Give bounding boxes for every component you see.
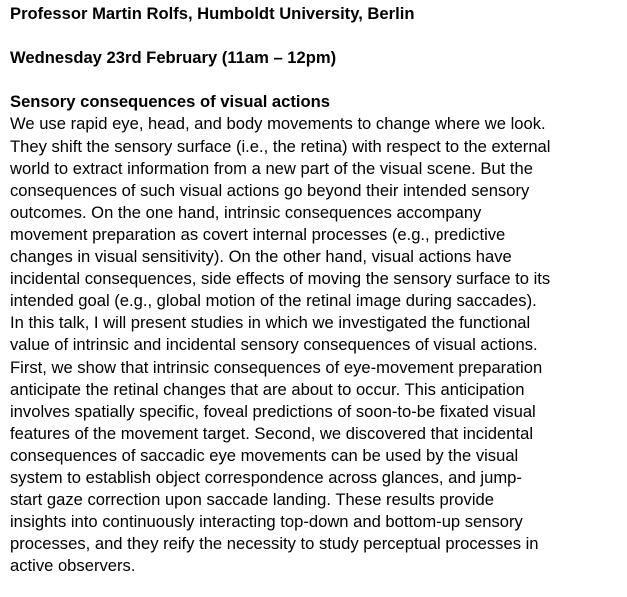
abstract-paragraph xyxy=(10,113,622,577)
spacer xyxy=(10,69,622,91)
speaker-heading: Professor Martin Rolfs, Humboldt University, Berlin xyxy=(10,4,415,23)
abstract-line: intended goal (e.g., global motion of the retinal image during saccades). xyxy=(10,291,537,311)
seminar-announcement xyxy=(10,3,622,577)
abstract-line: changes in visual sensitivity). On the other hand, visual actions have xyxy=(10,247,512,267)
abstract-line: processes, and they reify the necessity to study perceptual processes in xyxy=(10,534,539,554)
abstract-line: outcomes. On the one hand, intrinsic consequences accompany xyxy=(10,202,482,222)
abstract-line: start gaze correction upon saccade landing. These results provide xyxy=(10,490,494,510)
abstract-line: First, we show that intrinsic consequences of eye-movement preparation xyxy=(10,357,543,377)
abstract-line: In this talk, I will present studies in which we investigated the functional xyxy=(10,313,531,333)
abstract-line: active observers. xyxy=(10,556,136,576)
abstract-line: We use rapid eye, head, and body movements to change where we look. xyxy=(10,114,546,134)
talk-title: Sensory consequences of visual actions xyxy=(10,92,331,112)
abstract-line: insights into continuously interacting top-down and bottom-up sensory xyxy=(10,512,523,532)
abstract-line: incidental consequences, side effects of moving the sensory surface to its xyxy=(10,269,551,289)
abstract-line: consequences of such visual actions go beyond their intended sensory xyxy=(10,180,530,200)
spacer xyxy=(10,25,622,47)
abstract-line: consequences of saccadic eye movements can be used by the visual xyxy=(10,445,519,465)
abstract-line: anticipate the retinal changes that are about to occur. This anticipation xyxy=(10,379,525,399)
abstract-line: features of the movement target. Second, we discovered that incidental xyxy=(10,423,534,443)
abstract-line: They shift the sensory surface (i.e., the retina) with respect to the external xyxy=(10,136,551,156)
abstract-line: world to extract information from a new part of the visual scene. But the xyxy=(10,158,533,178)
abstract-line: system to establish object correspondence across glances, and jump- xyxy=(10,467,522,487)
date-time-heading: Wednesday 23rd February (11am – 12pm) xyxy=(10,48,337,68)
abstract-line: movement preparation as covert internal processes (e.g., predictive xyxy=(10,224,506,244)
abstract-line: involves spatially specific, foveal predictions of soon-to-be fixated visual xyxy=(10,401,536,421)
abstract-line: value of intrinsic and incidental sensory consequences of visual actions. xyxy=(10,335,538,355)
